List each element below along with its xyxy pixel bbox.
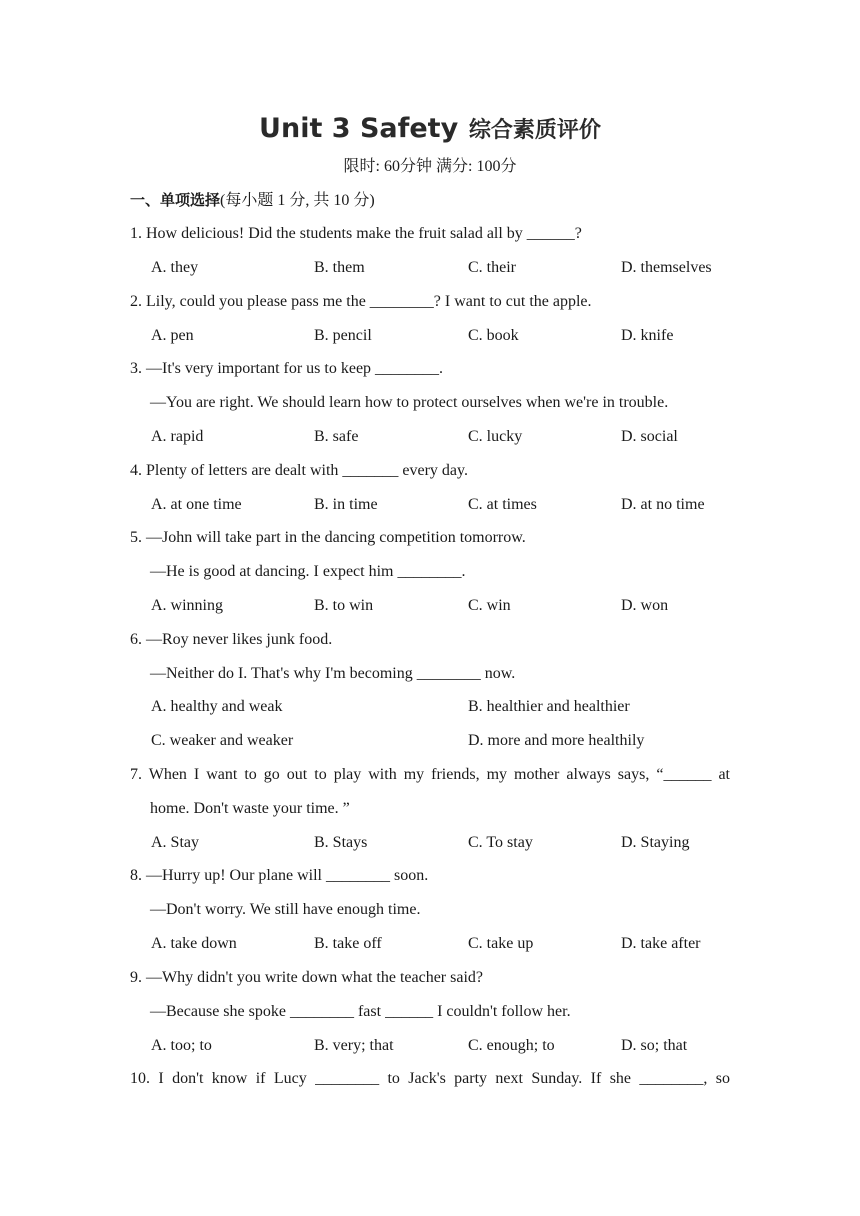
question-4-stem: 4. Plenty of letters are dealt with _______ every day. bbox=[130, 462, 468, 479]
question-5-option-d[interactable]: D. won bbox=[621, 597, 669, 614]
question-3-option-b[interactable]: B. safe bbox=[314, 428, 359, 445]
question-8-option-c[interactable]: C. take up bbox=[468, 935, 534, 952]
question-7-stem: 7. When I want to go out to play with my friends, my mother always says, “______ at bbox=[130, 766, 730, 783]
question-5-option-c[interactable]: C. win bbox=[468, 597, 511, 614]
question-3-stem: 3. —It's very important for us to keep ________. bbox=[130, 360, 444, 377]
question-9-option-c[interactable]: C. enough; to bbox=[468, 1037, 555, 1054]
question-2-option-a[interactable]: A. pen bbox=[151, 327, 194, 344]
question-3-option-a[interactable]: A. rapid bbox=[151, 428, 204, 445]
question-3-option-d[interactable]: D. social bbox=[621, 428, 678, 445]
question-7-option-b[interactable]: B. Stays bbox=[314, 834, 368, 851]
question-2-option-c[interactable]: C. book bbox=[468, 327, 519, 344]
question-8-option-d[interactable]: D. take after bbox=[621, 935, 701, 952]
question-4-option-a[interactable]: A. at one time bbox=[151, 496, 242, 513]
question-6-option-b[interactable]: B. healthier and healthier bbox=[468, 698, 630, 715]
question-4-option-d[interactable]: D. at no time bbox=[621, 496, 705, 513]
question-9-option-b[interactable]: B. very; that bbox=[314, 1037, 394, 1054]
question-9-option-a[interactable]: A. too; to bbox=[151, 1037, 212, 1054]
question-8-reply: —Don't worry. We still have enough time. bbox=[150, 901, 421, 918]
question-6-option-d[interactable]: D. more and more healthily bbox=[468, 732, 645, 749]
question-5-option-b[interactable]: B. to win bbox=[314, 597, 374, 614]
page-title bbox=[0, 111, 860, 148]
section-title: 一、单项选择 bbox=[130, 191, 221, 209]
question-1-option-a[interactable]: A. they bbox=[151, 259, 199, 276]
question-6-reply: —Neither do I. That's why I'm becoming ________ now. bbox=[150, 665, 516, 682]
question-2-option-b[interactable]: B. pencil bbox=[314, 327, 372, 344]
question-6-option-a[interactable]: A. healthy and weak bbox=[151, 698, 283, 715]
question-5-reply: —He is good at dancing. I expect him ________. bbox=[150, 563, 466, 580]
question-9-option-d[interactable]: D. so; that bbox=[621, 1037, 688, 1054]
question-1-option-d[interactable]: D. themselves bbox=[621, 259, 712, 276]
title-chinese: 综合素质评价 bbox=[468, 118, 601, 143]
question-2-stem: 2. Lily, could you please pass me the ________? I want to cut the apple. bbox=[130, 293, 592, 310]
question-6-option-c[interactable]: C. weaker and weaker bbox=[151, 732, 294, 749]
question-5-option-a[interactable]: A. winning bbox=[151, 597, 223, 614]
title-english: Unit 3 Safety bbox=[259, 113, 459, 144]
question-3-reply: —You are right. We should learn how to protect ourselves when we're in trouble. bbox=[150, 394, 669, 411]
question-8-option-a[interactable]: A. take down bbox=[151, 935, 237, 952]
question-10-stem: 10. I don't know if Lucy ________ to Jack's party next Sunday. If she ________, so bbox=[130, 1070, 730, 1087]
question-7-option-c[interactable]: C. To stay bbox=[468, 834, 533, 851]
question-7-stem-continued: home. Don't waste your time. ” bbox=[150, 800, 350, 817]
time-and-score-limits: 限时: 60分钟 满分: 100分 bbox=[343, 158, 517, 175]
question-8-option-b[interactable]: B. take off bbox=[314, 935, 382, 952]
question-9-stem: 9. —Why didn't you write down what the teacher said? bbox=[130, 969, 484, 986]
question-6-stem: 6. —Roy never likes junk food. bbox=[130, 631, 333, 648]
question-4-option-c[interactable]: C. at times bbox=[468, 496, 537, 513]
question-1-stem: 1. How delicious! Did the students make the fruit salad all by ______? bbox=[130, 225, 582, 242]
question-1-option-c[interactable]: C. their bbox=[468, 259, 516, 276]
question-3-option-c[interactable]: C. lucky bbox=[468, 428, 523, 445]
question-5-stem: 5. —John will take part in the dancing competition tomorrow. bbox=[130, 529, 526, 546]
question-7-option-d[interactable]: D. Staying bbox=[621, 834, 690, 851]
question-9-reply: —Because she spoke ________ fast ______ I couldn't follow her. bbox=[150, 1003, 571, 1020]
question-4-option-b[interactable]: B. in time bbox=[314, 496, 378, 513]
section-heading bbox=[130, 189, 375, 212]
question-1-option-b[interactable]: B. them bbox=[314, 259, 365, 276]
section-note: (每小题 1 分, 共 10 分) bbox=[220, 192, 375, 209]
question-8-stem: 8. —Hurry up! Our plane will ________ soon. bbox=[130, 867, 429, 884]
question-2-option-d[interactable]: D. knife bbox=[621, 327, 674, 344]
question-7-option-a[interactable]: A. Stay bbox=[151, 834, 199, 851]
